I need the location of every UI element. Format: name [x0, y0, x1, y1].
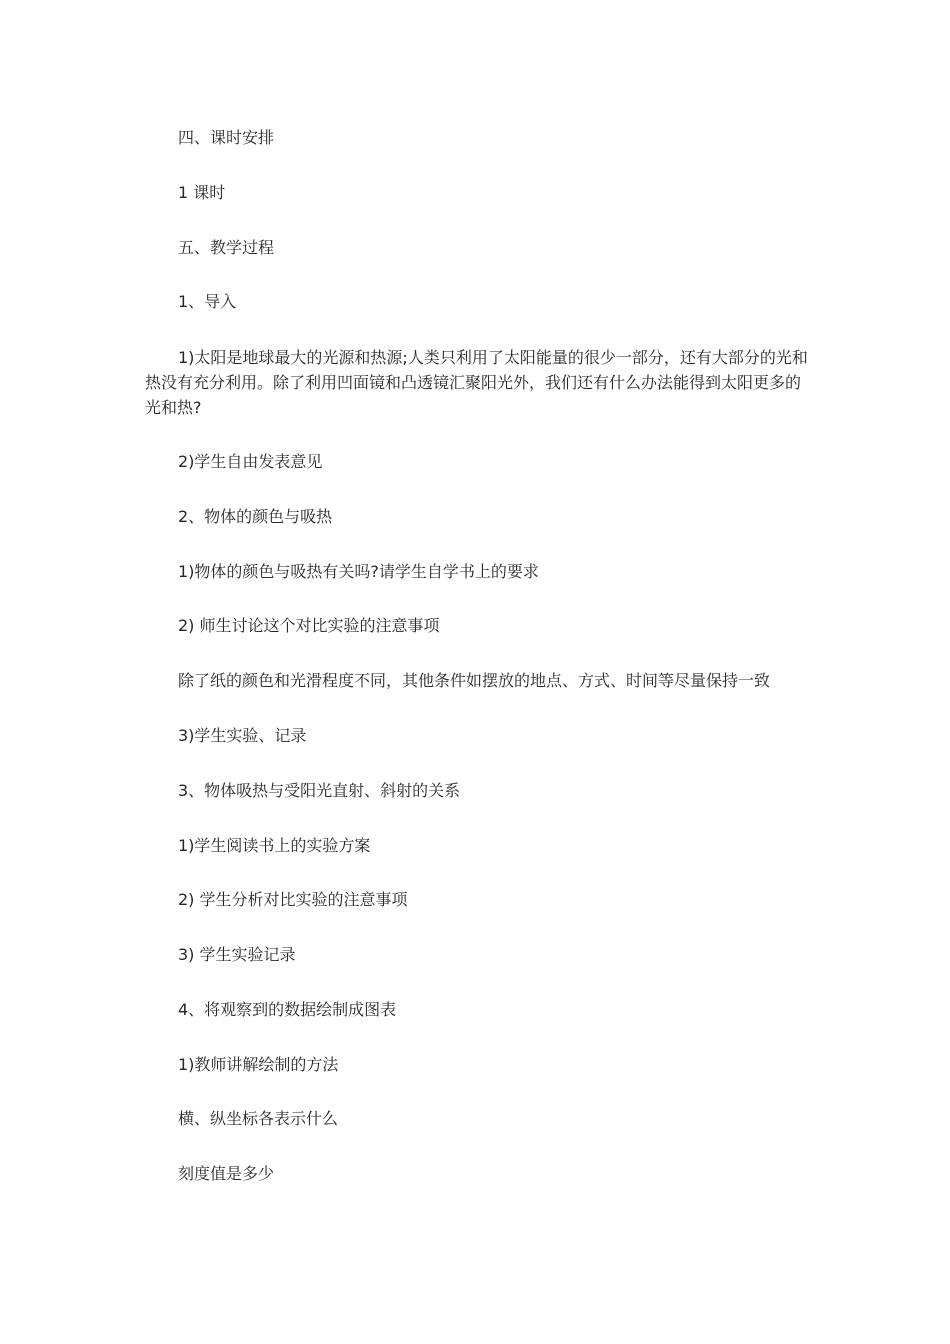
- section-heading-process: 五、教学过程: [178, 238, 275, 257]
- paragraph-scale-values: 刻度值是多少: [178, 1164, 275, 1183]
- paragraph-conditions: 除了纸的颜色和光滑程度不同，其他条件如摆放的地点、方式、时间等尽量保持一致: [178, 671, 771, 690]
- subheading-introduction: 1、导入: [178, 292, 237, 311]
- paragraph-teacher-explains: 1)教师讲解绘制的方法: [178, 1055, 339, 1074]
- paragraph-color-heat-question: 1)物体的颜色与吸热有关吗?请学生自学书上的要求: [178, 562, 539, 581]
- paragraph-experiment-record-2: 3) 学生实验记录: [178, 945, 296, 964]
- section-heading-schedule: 四、课时安排: [178, 128, 275, 147]
- subheading-chart-data: 4、将观察到的数据绘制成图表: [178, 1000, 397, 1019]
- paragraph-schedule-duration: 1 课时: [178, 183, 226, 202]
- subheading-direct-oblique: 3、物体吸热与受阳光直射、斜射的关系: [178, 781, 461, 800]
- subheading-color-heat: 2、物体的颜色与吸热: [178, 507, 333, 526]
- paragraph-experiment-record: 3)学生实验、记录: [178, 726, 307, 745]
- paragraph-read-plan: 1)学生阅读书上的实验方案: [178, 836, 371, 855]
- paragraph-analyze-notes: 2) 学生分析对比实验的注意事项: [178, 890, 408, 909]
- paragraph-student-opinions: 2)学生自由发表意见: [178, 452, 323, 471]
- paragraph-introduction-question: 1)太阳是地球最大的光源和热源;人类只利用了太阳能量的很少一部分，还有大部分的光和热没有充分利用。除了利用凹面镜和凸透镜汇聚阳光外，我们还有什么办法能得到太阳更多的光和热?: [145, 348, 808, 417]
- paragraph-axes-meaning: 横、纵坐标各表示什么: [178, 1109, 339, 1128]
- paragraph-discussion-notes: 2) 师生讨论这个对比实验的注意事项: [178, 616, 440, 635]
